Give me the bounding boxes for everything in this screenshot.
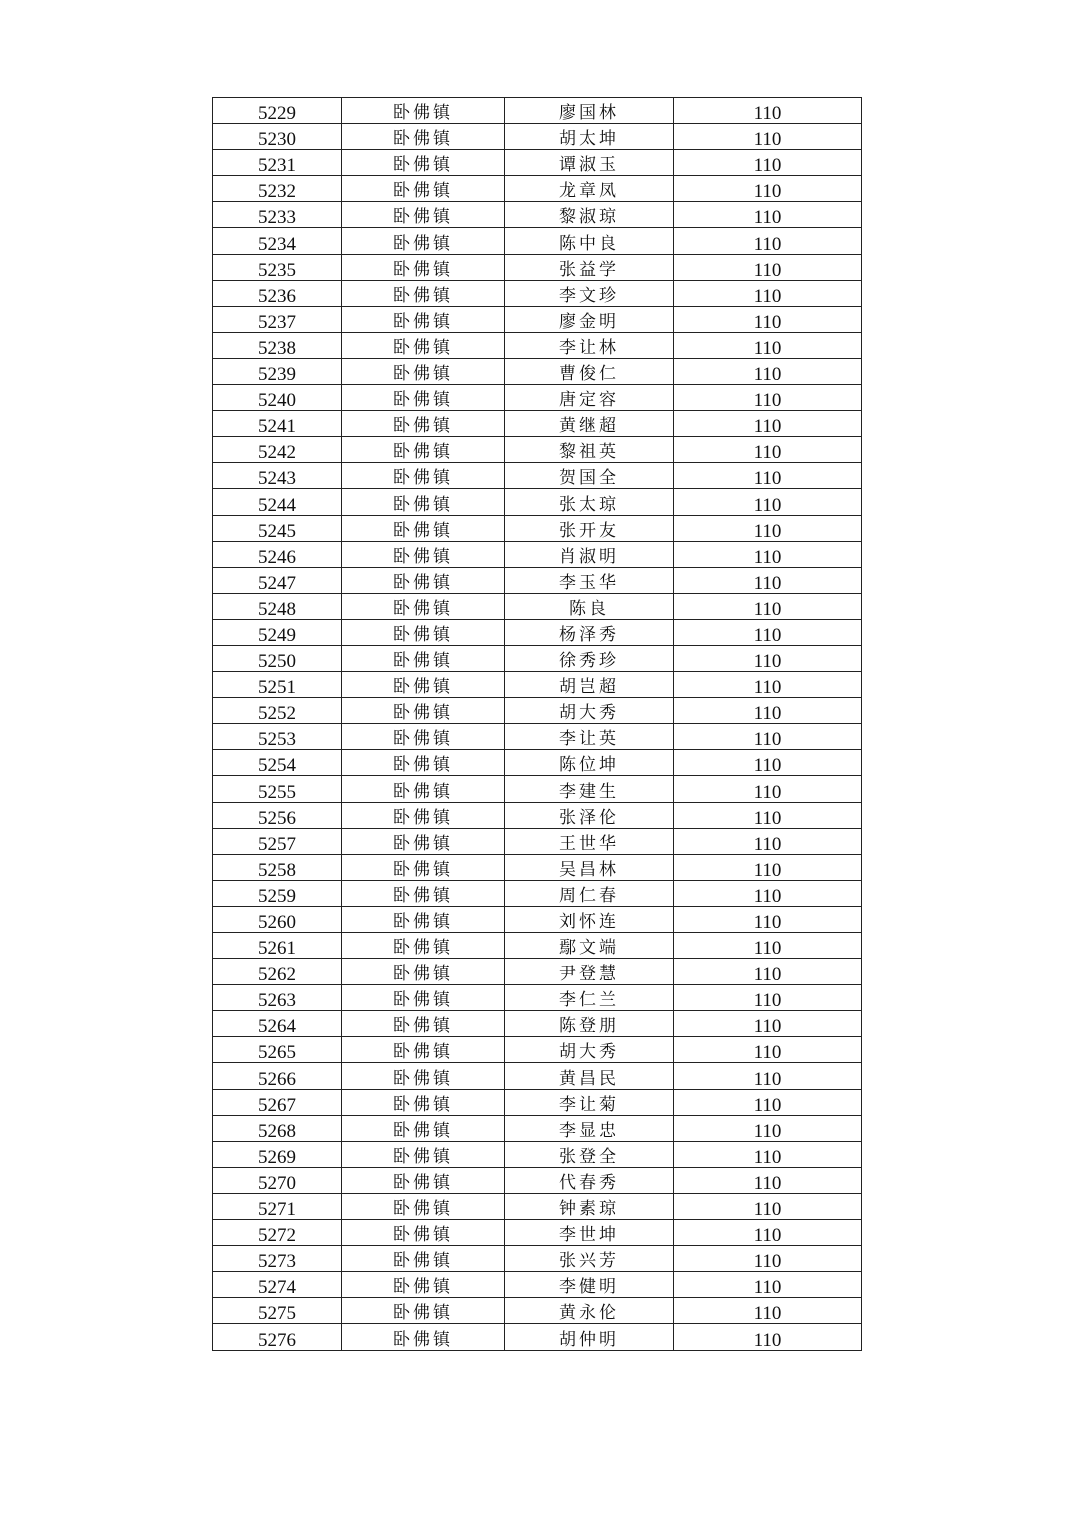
- table-row: [213, 1167, 862, 1193]
- amount-cell: 110: [674, 1324, 862, 1350]
- person-name-cell: 李让英: [505, 724, 674, 750]
- amount-cell: 110: [674, 776, 862, 802]
- person-name-cell: 李仁兰: [505, 985, 674, 1011]
- town-cell: 卧佛镇: [342, 619, 505, 645]
- amount-cell: 110: [674, 672, 862, 698]
- table-row: [213, 385, 862, 411]
- table-row: [213, 906, 862, 932]
- amount-cell: 110: [674, 358, 862, 384]
- amount-cell: 110: [674, 1193, 862, 1219]
- amount-cell: 110: [674, 1220, 862, 1246]
- amount-cell: 110: [674, 150, 862, 176]
- table-row: [213, 515, 862, 541]
- person-name-cell: 李健明: [505, 1272, 674, 1298]
- town-cell: 卧佛镇: [342, 1063, 505, 1089]
- person-name-cell: 黄继超: [505, 411, 674, 437]
- person-name-cell: 张泽伦: [505, 802, 674, 828]
- row-number-cell: 5249: [213, 619, 342, 645]
- table-row: [213, 672, 862, 698]
- town-cell: 卧佛镇: [342, 880, 505, 906]
- town-cell: 卧佛镇: [342, 489, 505, 515]
- town-cell: 卧佛镇: [342, 1089, 505, 1115]
- row-number-cell: 5233: [213, 202, 342, 228]
- table-row: [213, 332, 862, 358]
- town-cell: 卧佛镇: [342, 1011, 505, 1037]
- town-cell: 卧佛镇: [342, 202, 505, 228]
- person-name-cell: 谭淑玉: [505, 150, 674, 176]
- person-name-cell: 陈位坤: [505, 750, 674, 776]
- row-number-cell: 5229: [213, 98, 342, 124]
- amount-cell: 110: [674, 202, 862, 228]
- row-number-cell: 5265: [213, 1037, 342, 1063]
- table-row: [213, 150, 862, 176]
- person-name-cell: 代春秀: [505, 1167, 674, 1193]
- town-cell: 卧佛镇: [342, 228, 505, 254]
- person-name-cell: 黎祖英: [505, 437, 674, 463]
- town-cell: 卧佛镇: [342, 358, 505, 384]
- amount-cell: 110: [674, 176, 862, 202]
- row-number-cell: 5257: [213, 828, 342, 854]
- row-number-cell: 5230: [213, 124, 342, 150]
- row-number-cell: 5272: [213, 1220, 342, 1246]
- table-row: [213, 880, 862, 906]
- row-number-cell: 5235: [213, 254, 342, 280]
- row-number-cell: 5252: [213, 698, 342, 724]
- amount-cell: 110: [674, 254, 862, 280]
- person-name-cell: 陈良: [505, 593, 674, 619]
- row-number-cell: 5240: [213, 385, 342, 411]
- town-cell: 卧佛镇: [342, 1115, 505, 1141]
- row-number-cell: 5234: [213, 228, 342, 254]
- town-cell: 卧佛镇: [342, 515, 505, 541]
- table-row: [213, 828, 862, 854]
- table-row: [213, 463, 862, 489]
- town-cell: 卧佛镇: [342, 150, 505, 176]
- table-row: [213, 1063, 862, 1089]
- table-row: [213, 306, 862, 332]
- row-number-cell: 5255: [213, 776, 342, 802]
- table-row: [213, 698, 862, 724]
- person-name-cell: 肖淑明: [505, 541, 674, 567]
- table-row: [213, 1193, 862, 1219]
- row-number-cell: 5245: [213, 515, 342, 541]
- table-row: [213, 776, 862, 802]
- person-name-cell: 李世坤: [505, 1220, 674, 1246]
- row-number-cell: 5231: [213, 150, 342, 176]
- row-number-cell: 5259: [213, 880, 342, 906]
- town-cell: 卧佛镇: [342, 698, 505, 724]
- person-name-cell: 张太琼: [505, 489, 674, 515]
- table-row: [213, 1011, 862, 1037]
- amount-cell: 110: [674, 828, 862, 854]
- town-cell: 卧佛镇: [342, 463, 505, 489]
- town-cell: 卧佛镇: [342, 1246, 505, 1272]
- amount-cell: 110: [674, 985, 862, 1011]
- row-number-cell: 5247: [213, 567, 342, 593]
- town-cell: 卧佛镇: [342, 1298, 505, 1324]
- row-number-cell: 5246: [213, 541, 342, 567]
- person-name-cell: 钟素琼: [505, 1193, 674, 1219]
- row-number-cell: 5269: [213, 1141, 342, 1167]
- town-cell: 卧佛镇: [342, 567, 505, 593]
- person-name-cell: 龙章凤: [505, 176, 674, 202]
- roster-table-body: [213, 98, 862, 1351]
- row-number-cell: 5270: [213, 1167, 342, 1193]
- amount-cell: 110: [674, 854, 862, 880]
- row-number-cell: 5263: [213, 985, 342, 1011]
- town-cell: 卧佛镇: [342, 750, 505, 776]
- table-row: [213, 1141, 862, 1167]
- row-number-cell: 5264: [213, 1011, 342, 1037]
- row-number-cell: 5243: [213, 463, 342, 489]
- person-name-cell: 陈中良: [505, 228, 674, 254]
- town-cell: 卧佛镇: [342, 776, 505, 802]
- row-number-cell: 5268: [213, 1115, 342, 1141]
- person-name-cell: 张兴芳: [505, 1246, 674, 1272]
- town-cell: 卧佛镇: [342, 280, 505, 306]
- table-row: [213, 228, 862, 254]
- amount-cell: 110: [674, 463, 862, 489]
- amount-cell: 110: [674, 802, 862, 828]
- person-name-cell: 胡仲明: [505, 1324, 674, 1350]
- amount-cell: 110: [674, 1167, 862, 1193]
- person-name-cell: 刘怀连: [505, 906, 674, 932]
- person-name-cell: 胡岂超: [505, 672, 674, 698]
- amount-cell: 110: [674, 906, 862, 932]
- town-cell: 卧佛镇: [342, 254, 505, 280]
- amount-cell: 110: [674, 619, 862, 645]
- amount-cell: 110: [674, 567, 862, 593]
- row-number-cell: 5273: [213, 1246, 342, 1272]
- person-name-cell: 廖国林: [505, 98, 674, 124]
- town-cell: 卧佛镇: [342, 985, 505, 1011]
- row-number-cell: 5274: [213, 1272, 342, 1298]
- town-cell: 卧佛镇: [342, 124, 505, 150]
- row-number-cell: 5244: [213, 489, 342, 515]
- person-name-cell: 陈登朋: [505, 1011, 674, 1037]
- row-number-cell: 5258: [213, 854, 342, 880]
- person-name-cell: 廖金明: [505, 306, 674, 332]
- table-row: [213, 437, 862, 463]
- amount-cell: 110: [674, 750, 862, 776]
- row-number-cell: 5275: [213, 1298, 342, 1324]
- table-row: [213, 1324, 862, 1350]
- person-name-cell: 王世华: [505, 828, 674, 854]
- person-name-cell: 鄢文端: [505, 933, 674, 959]
- town-cell: 卧佛镇: [342, 1324, 505, 1350]
- person-name-cell: 杨泽秀: [505, 619, 674, 645]
- table-row: [213, 854, 862, 880]
- row-number-cell: 5237: [213, 306, 342, 332]
- row-number-cell: 5236: [213, 280, 342, 306]
- amount-cell: 110: [674, 280, 862, 306]
- row-number-cell: 5253: [213, 724, 342, 750]
- person-name-cell: 胡大秀: [505, 1037, 674, 1063]
- row-number-cell: 5260: [213, 906, 342, 932]
- person-name-cell: 黎淑琼: [505, 202, 674, 228]
- amount-cell: 110: [674, 645, 862, 671]
- person-name-cell: 周仁春: [505, 880, 674, 906]
- amount-cell: 110: [674, 1037, 862, 1063]
- town-cell: 卧佛镇: [342, 1141, 505, 1167]
- table-row: [213, 280, 862, 306]
- row-number-cell: 5276: [213, 1324, 342, 1350]
- town-cell: 卧佛镇: [342, 854, 505, 880]
- table-row: [213, 411, 862, 437]
- town-cell: 卧佛镇: [342, 411, 505, 437]
- town-cell: 卧佛镇: [342, 437, 505, 463]
- amount-cell: 110: [674, 1089, 862, 1115]
- table-row: [213, 1220, 862, 1246]
- person-name-cell: 贺国全: [505, 463, 674, 489]
- town-cell: 卧佛镇: [342, 176, 505, 202]
- amount-cell: 110: [674, 1141, 862, 1167]
- amount-cell: 110: [674, 1298, 862, 1324]
- row-number-cell: 5262: [213, 959, 342, 985]
- table-row: [213, 593, 862, 619]
- table-row: [213, 1272, 862, 1298]
- person-name-cell: 张登全: [505, 1141, 674, 1167]
- row-number-cell: 5248: [213, 593, 342, 619]
- amount-cell: 110: [674, 724, 862, 750]
- amount-cell: 110: [674, 515, 862, 541]
- town-cell: 卧佛镇: [342, 593, 505, 619]
- amount-cell: 110: [674, 306, 862, 332]
- table-row: [213, 1089, 862, 1115]
- person-name-cell: 唐定容: [505, 385, 674, 411]
- table-row: [213, 358, 862, 384]
- town-cell: 卧佛镇: [342, 645, 505, 671]
- person-name-cell: 李文珍: [505, 280, 674, 306]
- table-row: [213, 750, 862, 776]
- roster-table: [212, 97, 862, 1351]
- town-cell: 卧佛镇: [342, 1272, 505, 1298]
- amount-cell: 110: [674, 98, 862, 124]
- table-row: [213, 985, 862, 1011]
- person-name-cell: 张开友: [505, 515, 674, 541]
- amount-cell: 110: [674, 1063, 862, 1089]
- person-name-cell: 黄昌民: [505, 1063, 674, 1089]
- table-row: [213, 176, 862, 202]
- town-cell: 卧佛镇: [342, 1167, 505, 1193]
- person-name-cell: 曹俊仁: [505, 358, 674, 384]
- amount-cell: 110: [674, 541, 862, 567]
- row-number-cell: 5232: [213, 176, 342, 202]
- table-row: [213, 802, 862, 828]
- person-name-cell: 尹登慧: [505, 959, 674, 985]
- table-row: [213, 619, 862, 645]
- town-cell: 卧佛镇: [342, 1037, 505, 1063]
- amount-cell: 110: [674, 124, 862, 150]
- table-row: [213, 541, 862, 567]
- row-number-cell: 5241: [213, 411, 342, 437]
- table-row: [213, 645, 862, 671]
- town-cell: 卧佛镇: [342, 672, 505, 698]
- row-number-cell: 5267: [213, 1089, 342, 1115]
- table-row: [213, 202, 862, 228]
- row-number-cell: 5251: [213, 672, 342, 698]
- table-row: [213, 254, 862, 280]
- person-name-cell: 李玉华: [505, 567, 674, 593]
- person-name-cell: 吴昌林: [505, 854, 674, 880]
- table-row: [213, 567, 862, 593]
- table-row: [213, 959, 862, 985]
- amount-cell: 110: [674, 698, 862, 724]
- table-row: [213, 98, 862, 124]
- amount-cell: 110: [674, 880, 862, 906]
- person-name-cell: 李让林: [505, 332, 674, 358]
- row-number-cell: 5239: [213, 358, 342, 384]
- row-number-cell: 5266: [213, 1063, 342, 1089]
- person-name-cell: 胡太坤: [505, 124, 674, 150]
- town-cell: 卧佛镇: [342, 1193, 505, 1219]
- person-name-cell: 张益学: [505, 254, 674, 280]
- town-cell: 卧佛镇: [342, 906, 505, 932]
- person-name-cell: 李建生: [505, 776, 674, 802]
- amount-cell: 110: [674, 1011, 862, 1037]
- row-number-cell: 5242: [213, 437, 342, 463]
- table-row: [213, 1298, 862, 1324]
- table-row: [213, 1246, 862, 1272]
- town-cell: 卧佛镇: [342, 541, 505, 567]
- person-name-cell: 徐秀珍: [505, 645, 674, 671]
- amount-cell: 110: [674, 385, 862, 411]
- person-name-cell: 李显忠: [505, 1115, 674, 1141]
- town-cell: 卧佛镇: [342, 828, 505, 854]
- table-row: [213, 124, 862, 150]
- town-cell: 卧佛镇: [342, 98, 505, 124]
- amount-cell: 110: [674, 959, 862, 985]
- person-name-cell: 黄永伦: [505, 1298, 674, 1324]
- town-cell: 卧佛镇: [342, 933, 505, 959]
- person-name-cell: 李让菊: [505, 1089, 674, 1115]
- amount-cell: 110: [674, 1115, 862, 1141]
- row-number-cell: 5261: [213, 933, 342, 959]
- row-number-cell: 5238: [213, 332, 342, 358]
- town-cell: 卧佛镇: [342, 1220, 505, 1246]
- town-cell: 卧佛镇: [342, 724, 505, 750]
- amount-cell: 110: [674, 228, 862, 254]
- amount-cell: 110: [674, 933, 862, 959]
- table-row: [213, 1037, 862, 1063]
- amount-cell: 110: [674, 411, 862, 437]
- table-row: [213, 489, 862, 515]
- amount-cell: 110: [674, 1246, 862, 1272]
- amount-cell: 110: [674, 332, 862, 358]
- amount-cell: 110: [674, 593, 862, 619]
- table-row: [213, 724, 862, 750]
- town-cell: 卧佛镇: [342, 959, 505, 985]
- row-number-cell: 5250: [213, 645, 342, 671]
- row-number-cell: 5254: [213, 750, 342, 776]
- town-cell: 卧佛镇: [342, 332, 505, 358]
- town-cell: 卧佛镇: [342, 385, 505, 411]
- amount-cell: 110: [674, 1272, 862, 1298]
- amount-cell: 110: [674, 437, 862, 463]
- person-name-cell: 胡大秀: [505, 698, 674, 724]
- row-number-cell: 5256: [213, 802, 342, 828]
- amount-cell: 110: [674, 489, 862, 515]
- town-cell: 卧佛镇: [342, 306, 505, 332]
- row-number-cell: 5271: [213, 1193, 342, 1219]
- table-row: [213, 933, 862, 959]
- table-row: [213, 1115, 862, 1141]
- town-cell: 卧佛镇: [342, 802, 505, 828]
